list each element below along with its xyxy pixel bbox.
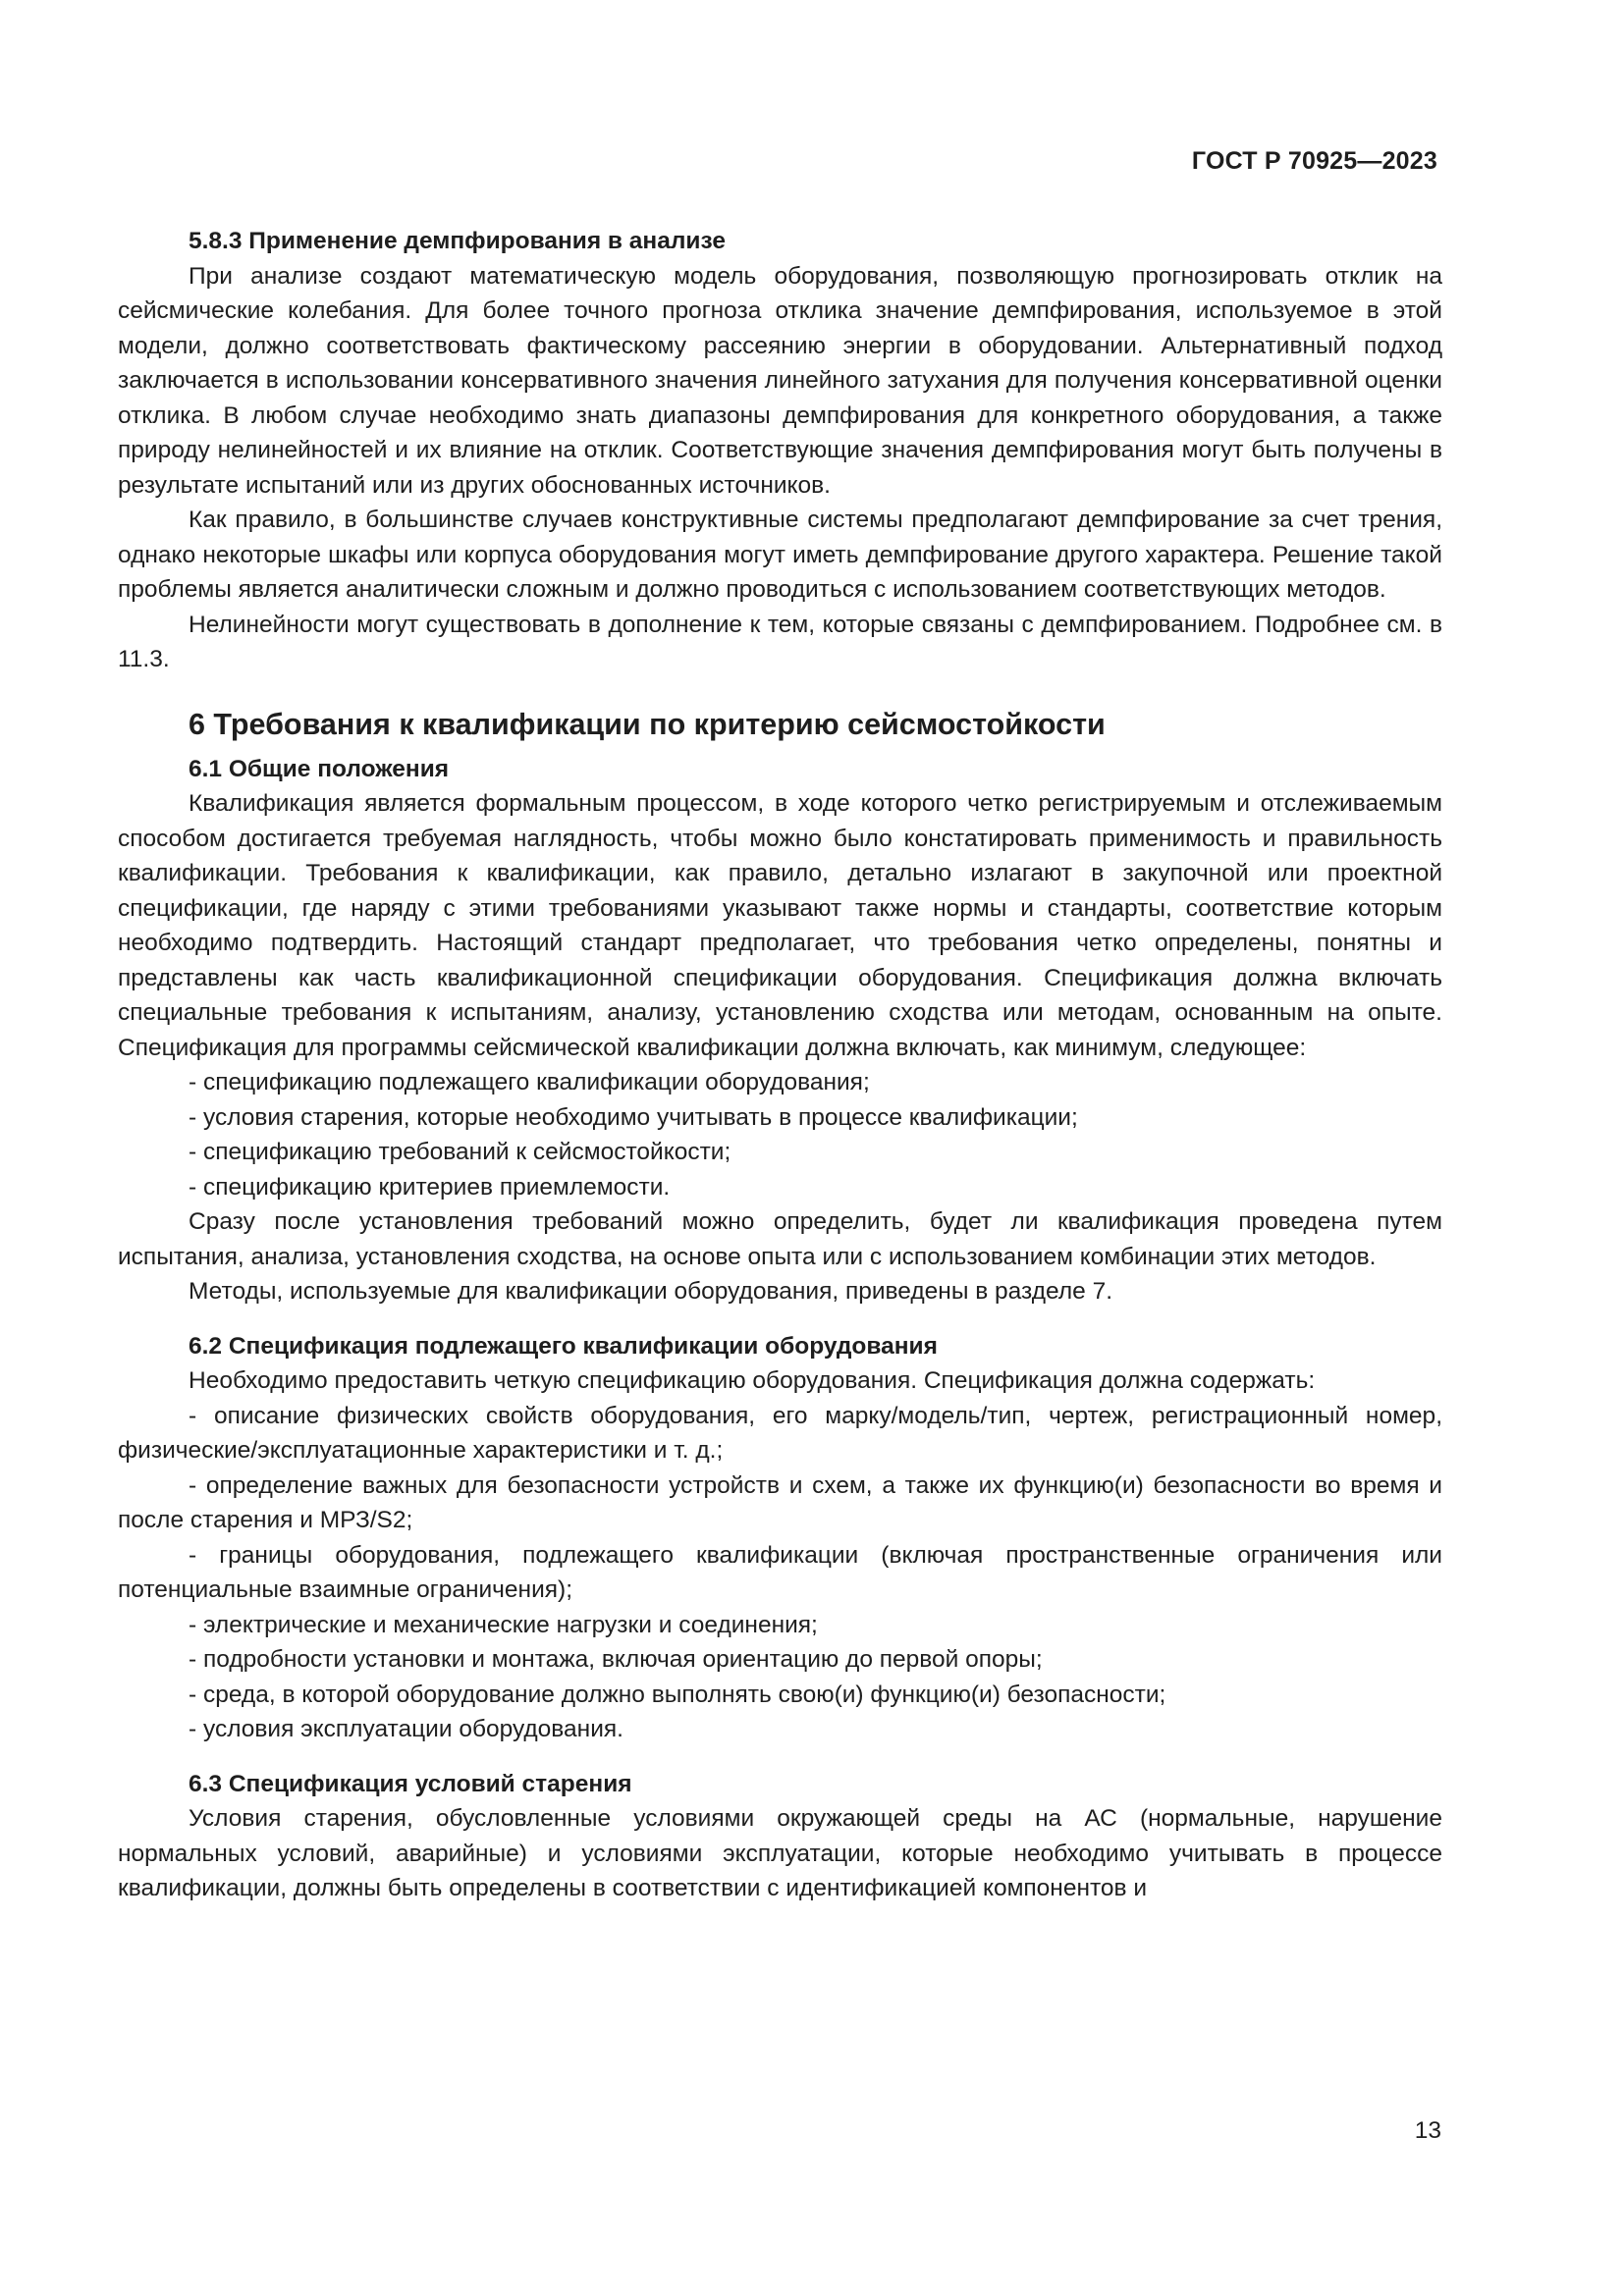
paragraph: Как правило, в большинстве случаев конструктивные системы предполагают демпфирование за счет трения, однако некоторые шкафы или корпуса оборудования могут иметь демпфирование другого характера. Решение такой проблемы является аналитически сложным и должно проводиться с использованием соответствующих методов.	[118, 507, 1442, 603]
section-6-heading: 6 Требования к квалификации по критерию сейсмостойкости	[189, 707, 1106, 741]
paragraph: Сразу после установления требований можно определить, будет ли квалификация проведена путем испытания, анализа, установления сходства, на основе опыта или с использованием комбинации этих методов.	[118, 1208, 1442, 1270]
section-6-3-heading: 6.3 Спецификация условий старения	[189, 1770, 632, 1797]
list-item: - условия эксплуатации оборудования.	[189, 1716, 623, 1742]
list-item: - электрические и механические нагрузки и соединения;	[189, 1611, 818, 1638]
page-number: 13	[1414, 2117, 1441, 2144]
list-item: - среда, в которой оборудование должно выполнять свою(и) функцию(и) безопасности;	[189, 1681, 1166, 1708]
paragraph: Нелинейности могут существовать в дополнение к тем, которые связаны с демпфированием. Подробнее см. в 11.3.	[118, 611, 1442, 672]
paragraph: Необходимо предоставить четкую спецификацию оборудования. Спецификация должна содержать:	[189, 1367, 1316, 1394]
list-item: - определение важных для безопасности устройств и схем, а также их функцию(и) безопасности во время и после старения и МРЗ/S2;	[118, 1471, 1442, 1533]
list-item: - границы оборудования, подлежащего квалификации (включая пространственные ограничения или потенциальные взаимные ограничения);	[118, 1541, 1442, 1603]
list-item: - спецификацию подлежащего квалификации оборудования;	[189, 1069, 870, 1095]
page-content	[118, 224, 1442, 1906]
list-item: - спецификацию требований к сейсмостойкости;	[189, 1139, 731, 1165]
section-6-1-heading: 6.1 Общие положения	[189, 755, 450, 782]
list-item: - условия старения, которые необходимо учитывать в процессе квалификации;	[189, 1103, 1078, 1131]
list-item: - спецификацию критериев приемлемости.	[189, 1173, 671, 1201]
list-item: - подробности установки и монтажа, включая ориентацию до первой опоры;	[189, 1646, 1043, 1673]
section-5-8-3-heading: 5.8.3 Применение демпфирования в анализе	[189, 228, 726, 254]
paragraph: Методы, используемые для квалификации оборудования, приведены в разделе 7.	[189, 1278, 1113, 1305]
list-item: - описание физических свойств оборудования, его марку/модель/тип, чертеж, регистрационный номер, физические/эксплуатационные характеристики и т. д.;	[118, 1402, 1442, 1464]
paragraph: Условия старения, обусловленные условиями окружающей среды на АС (нормальные, нарушение нормальных условий, аварийные) и условиями эксплуатации, которые необходимо учитывать в процессе квалификации, должны быть определены в соответствии с идентификацией компонентов и	[118, 1805, 1442, 1901]
paragraph: При анализе создают математическую модель оборудования, позволяющую прогнозировать отклик на сейсмические колебания. Для более точного прогноза отклика значение демпфирования, используемое в этой модели, должно соответствовать фактическому рассеянию энергии в оборудовании. Альтернативный подход заключается в использовании консервативного значения линейного затухания для получения консервативной оценки отклика. В любом случае необходимо знать диапазоны демпфирования для конкретного оборудования, а также природу нелинейностей и их влияние на отклик. Соответствующие значения демпфирования могут быть получены в результате испытаний или из других обоснованных источников.	[118, 262, 1442, 499]
document-header: ГОСТ Р 70925—2023	[1191, 147, 1437, 175]
paragraph: Квалификация является формальным процессом, в ходе которого четко регистрируемым и отслеживаемым способом достигается требуемая наглядность, чтобы можно было констатировать применимость и правильность квалификации. Требования к квалификации, как правило, детально излагают в закупочной или проектной спецификации, где наряду с этими требованиями указывают также нормы и стандарты, соответствие которым необходимо подтвердить. Настоящий стандарт предполагает, что требования четко определены, понятны и представлены как часть квалификационной спецификации оборудования. Спецификация должна включать специальные требования к испытаниям, анализу, установлению сходства или методам, основанным на опыте. Спецификация для программы сейсмической квалификации должна включать, как минимум, следующее:	[118, 790, 1442, 1061]
section-6-2-heading: 6.2 Спецификация подлежащего квалификации оборудования	[189, 1332, 938, 1360]
